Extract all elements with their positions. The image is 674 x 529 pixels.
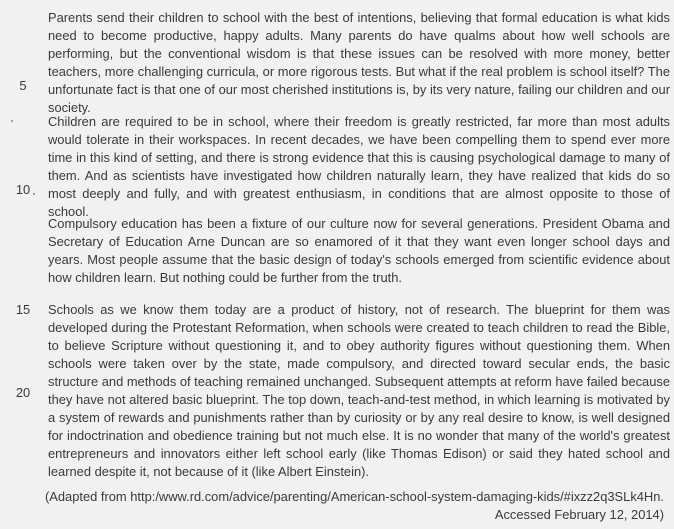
paragraph-2: Children are required to be in school, where their freedom is greatly restricted, far more than most adults would tolerate in their workspaces. In recent decades, we have been compelling them to spend ever more time in this kind of setting, and there is strong evidence that this is causing psychological damage to many of them. And as scientists have investigated how children naturally learn, they have realized that kids do so most deeply and fully, and with greatest enthusiasm, in conditions that are almost opposite to those of school.	[48, 114, 670, 219]
line-number-15: 15	[15, 302, 31, 317]
paragraph-4: Schools as we know them today are a product of history, not of research. The blueprint for them was developed during the Protestant Reformation, when schools were created to teach children to read the Bible, to believe Scripture without questioning it, and to obey authority figures without questioning them. When schools were taken over by the state, made compulsory, and directed toward secular ends, the basic structure and methods of teaching remained unchanged. Subsequent attempts at reform have failed because they have not altered basic blueprint. The top down, teach-and-test method, in which learning is motivated by a system of rewards and punishments rather than by curiosity or by any real desire to know, is well designed for indoctrination and obedience training but not much else. It is no wonder that many of the world's greatest entrepreneurs and innovators either left school early (like Thomas Edison) or said they hated school and learned despite it, not because of it (like Albert Einstein).	[48, 302, 671, 479]
line-number-5: 5	[19, 78, 27, 93]
line-number-10: 10	[15, 182, 31, 197]
source-citation-line-1: (Adapted from http:/www.rd.com/advice/parenting/American-school-system-damaging-kids/#ixzz2q3SLk4Hn.	[44, 489, 664, 504]
line-number-20: 20	[15, 385, 31, 400]
paragraph-3: Compulsory education has been a fixture of our culture now for several generations. President Obama and Secretary of Education Arne Duncan are so enamored of it that they want even longer school days and years. Most people assume that the basic design of today's schools emerged from scientific evidence about how children learn. But nothing could be further from the truth.	[48, 216, 670, 285]
scan-speck	[11, 120, 13, 122]
paragraph-1: Parents send their children to school with the best of intentions, believing that formal education is what kids need to become productive, happy adults. Many parents do have qualms about how well schools are performing, but the conventional wisdom is that these issues can be resolved with more money, better teachers, more challenging curricula, or more rigorous tests. But what if the real problem is school itself? The unfortunate fact is that one of our most cherished institutions is, by its very nature, failing our children and our society.	[48, 10, 670, 115]
source-citation-line-2: Accessed February 12, 2014)	[494, 507, 664, 522]
scan-speck	[33, 193, 35, 195]
